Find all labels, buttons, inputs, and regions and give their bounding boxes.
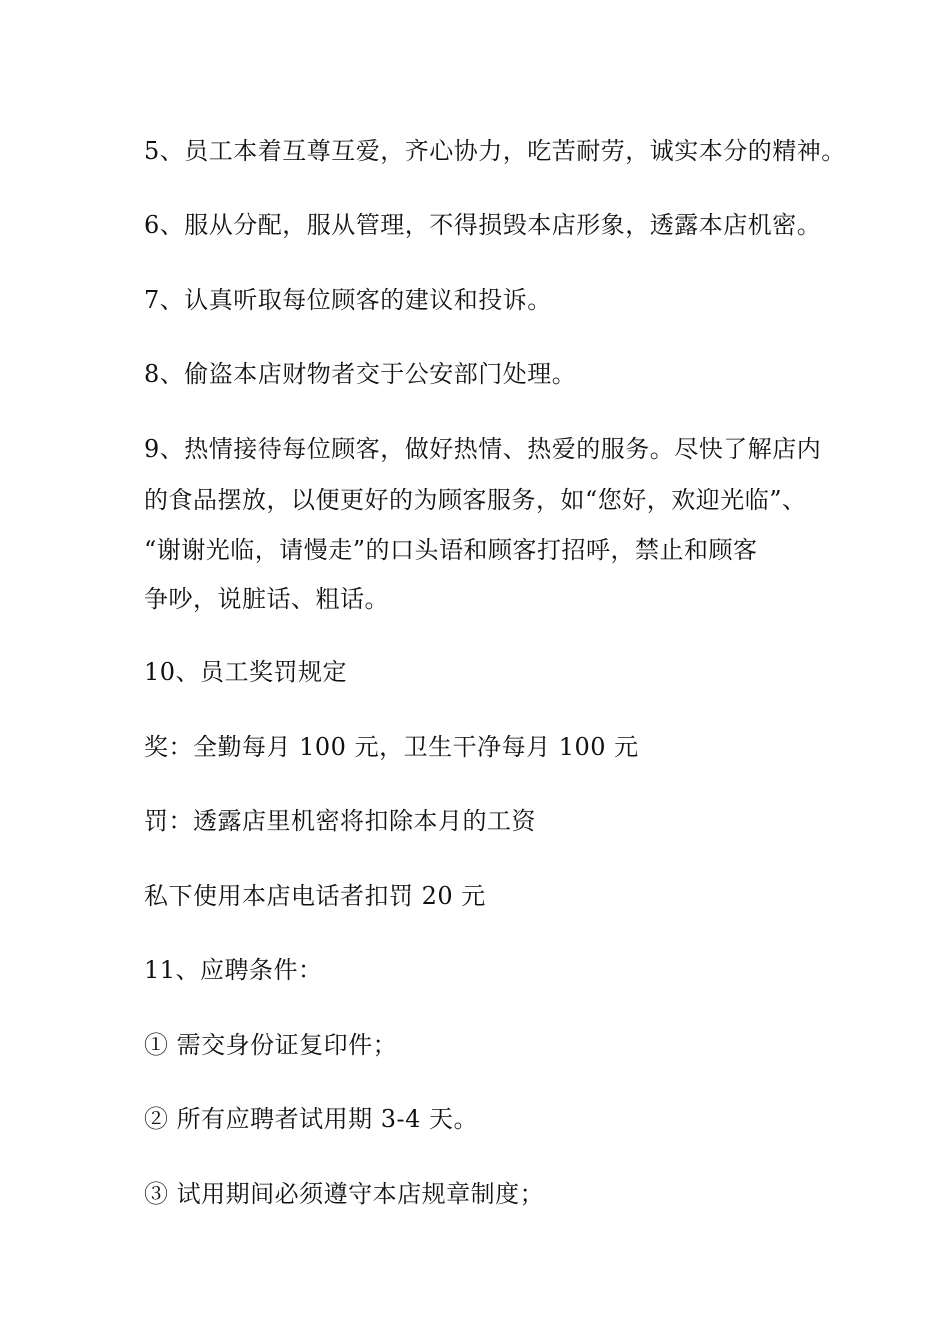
rule-6-text: 6、服从分配，服从管理，不得损毁本店形象，透露本店机密。 <box>144 211 822 239</box>
rule-9-text-line-4: 争吵，说脏话、粗话。 <box>144 585 389 613</box>
condition-1-text: ① 需交身份证复印件； <box>144 1031 398 1059</box>
rule-11-heading: 11、应聘条件： <box>144 956 323 984</box>
phone-penalty-text: 私下使用本店电话者扣罚 20 元 <box>144 882 486 910</box>
rule-9-text-line-2: 的食品摆放，以便更好的为顾客服务，如“您好，欢迎光临”、 <box>144 486 807 514</box>
rule-8-text: 8、偷盗本店财物者交于公安部门处理。 <box>144 360 577 388</box>
rule-10-heading: 10、员工奖罚规定 <box>144 658 348 686</box>
rule-9-text-line-1: 9、热情接待每位顾客，做好热情、热爱的服务。尽快了解店内 <box>144 435 822 463</box>
rule-9-text-line-3: “谢谢光临，请慢走”的口头语和顾客打招呼，禁止和顾客 <box>144 536 758 564</box>
rule-7-text: 7、认真听取每位顾客的建议和投诉。 <box>144 286 552 314</box>
condition-3-text: ③ 试用期间必须遵守本店规章制度； <box>144 1180 545 1208</box>
condition-2-text: ② 所有应聘者试用期 3-4 天。 <box>144 1105 479 1133</box>
rule-5-text: 5、员工本着互尊互爱，齐心协力，吃苦耐劳，诚实本分的精神。 <box>144 137 846 165</box>
reward-text: 奖：全勤每月 100 元，卫生干净每月 100 元 <box>144 733 639 761</box>
penalty-text: 罚：透露店里机密将扣除本月的工资 <box>144 807 536 835</box>
